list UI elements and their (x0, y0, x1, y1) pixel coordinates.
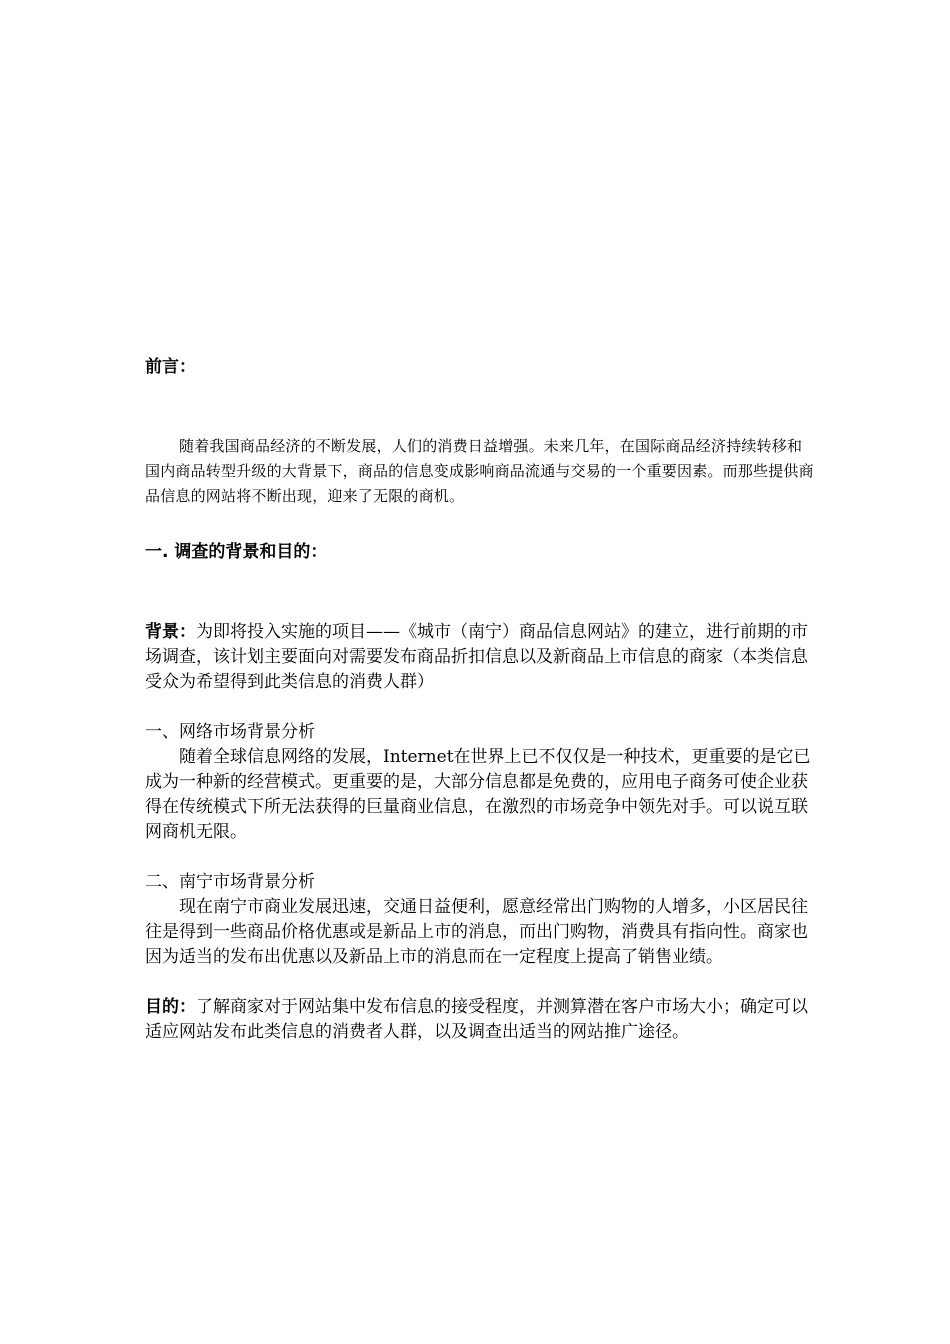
subsection-2-title: 二、南宁市场背景分析 (145, 872, 315, 892)
section-1-title: 一. 调查的背景和目的： (145, 542, 328, 562)
subsection-2-paragraph: 现在南宁市商业发展迅速，交通日益便利，愿意经常出门购物的人增多，小区居民往往是得到一些商品价格优惠或是新品上市的消息，而出门购物，消费具有指向性。商家也因为适当的发布出优惠以及新品上市的消息而在一定程度上提高了销售业绩。 (145, 897, 808, 967)
purpose-paragraph (145, 995, 815, 1045)
purpose-text: 了解商家对于网站集中发布信息的接受程度，并测算潜在客户市场大小；确定可以适应网站发布此类信息的消费者人群，以及调查出适当的网站推广途径。 (145, 997, 808, 1042)
background-paragraph (145, 620, 815, 695)
subsection-1-paragraph: 随着全球信息网络的发展，Internet在世界上已不仅仅是一种技术，更重要的是它已成为一种新的经营模式。更重要的是，大部分信息都是免费的，应用电子商务可使企业获得在传统模式下所无法获得的巨量商业信息，在激烈的市场竞争中领先对手。可以说互联网商机无限。 (145, 747, 811, 842)
background-label: 背景： (145, 622, 196, 642)
background-text: 为即将投入实施的项目——《城市（南宁）商品信息网站》的建立，进行前期的市场调查，该计划主要面向对需要发布商品折扣信息以及新商品上市信息的商家（本类信息受众为希望得到此类信息的消费人群） (145, 622, 808, 692)
subsection-1-title: 一、网络市场背景分析 (145, 722, 315, 742)
preface-paragraph: 随着我国商品经济的不断发展，人们的消费日益增强。未来几年，在国际商品经济持续转移和国内商品转型升级的大背景下，商品的信息变成影响商品流通与交易的一个重要因素。而那些提供商品信息的网站将不断出现，迎来了无限的商机。 (145, 437, 814, 505)
preface-title: 前言： (145, 357, 196, 377)
purpose-label: 目的： (145, 997, 196, 1017)
